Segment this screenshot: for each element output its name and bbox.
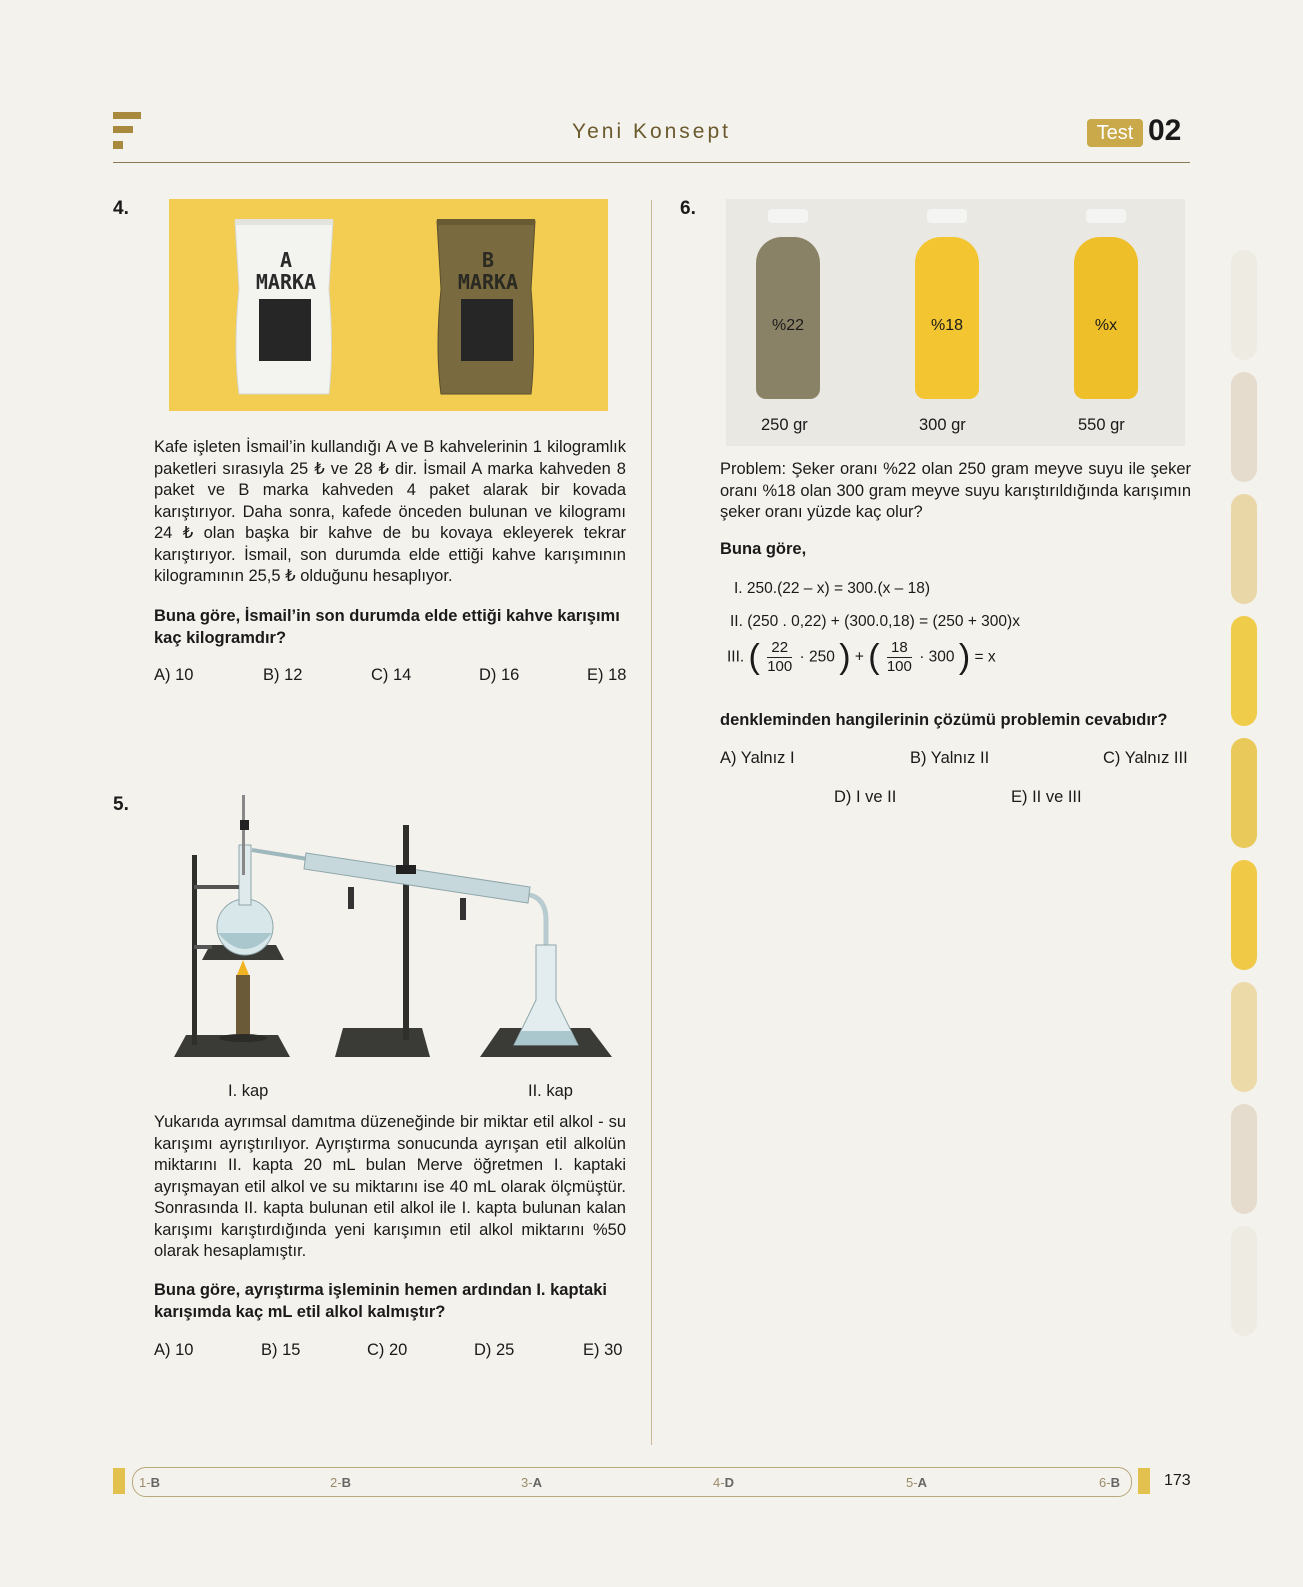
section-tab-5[interactable] — [1231, 738, 1257, 848]
question-6-option-e[interactable]: E) II ve III — [1011, 788, 1082, 806]
bottle-1 — [756, 209, 820, 399]
question-6-prompt: denkleminden hangilerinin çözümü problemin cevabıdır? — [720, 711, 1168, 729]
question-4-option-c[interactable]: C) 14 — [371, 666, 412, 684]
question-6-problem: Problem: Şeker oranı %22 olan 250 gram meyve suyu ile şeker oranı %18 olan 300 gram meyve suyu karıştırıldığında karışımın şeker oranı yüzde kaç olur? — [720, 460, 1191, 521]
bottle-2 — [915, 209, 979, 399]
question-5-prompt: Buna göre, ayrıştırma işleminin hemen ardından I. kaptaki karışımda kaç mL etil alkol kalmıştır? — [154, 1281, 607, 1321]
question-6-option-d[interactable]: D) I ve II — [834, 788, 897, 806]
test-number: 02 — [1148, 114, 1182, 147]
coffee-bags-image — [169, 199, 608, 411]
answer-key-6: 6-B — [1099, 1475, 1120, 1490]
eq3-numerator-1: 22 — [767, 639, 792, 658]
question-6-option-a[interactable]: A) Yalnız I — [720, 749, 795, 767]
eq3-numerator-2: 18 — [887, 639, 912, 658]
section-tab-9[interactable] — [1231, 1226, 1257, 1336]
bag-b-brand: MARKA — [457, 270, 519, 294]
bag-b-label — [441, 249, 535, 293]
eq3-denominator-1: 100 — [767, 658, 793, 675]
question-4-text: Kafe işleten İsmail’in kullandığı A ve B kahvelerinin 1 kilogramlık paketleri sırasıyla 25 ₺ ve 28 ₺ dir. İsmail A marka kahveden 8 paket ve B marka kahveden 4 paket alarak bir kovada karıştırıyor. Daha sonra, kafede önceden bulunan ve kilogramı 24 ₺ olan başka bir kahve de bu kovaya ekleyerek tekrar karıştırıyor. İsmail, son durumda elde ettiği kahve karışımının kilogramının 25,5 ₺ olduğunu hesaplıyor. — [154, 438, 626, 585]
question-4-option-e[interactable]: E) 18 — [587, 666, 627, 684]
bottle-3-weight: 550 gr — [1078, 416, 1125, 434]
bottle-3-label: %x — [1094, 317, 1118, 334]
equation-3: III. ( $\frac{22}{100}$ · 250 ) + ( $\frac{18}{100}$ · 300 ) = x — [727, 638, 996, 676]
answer-key-3: 3-A — [521, 1475, 542, 1490]
eq3-tail: = x — [974, 648, 996, 666]
section-tab-4[interactable] — [1231, 616, 1257, 726]
answer-key-4: 4-D — [713, 1475, 734, 1490]
section-tab-1[interactable] — [1231, 250, 1257, 360]
juice-bottles-image — [726, 199, 1185, 446]
bag-a-label — [239, 249, 333, 293]
question-5-option-b[interactable]: B) 15 — [261, 1341, 301, 1359]
bag-a-letter: A — [279, 248, 293, 272]
bottle-2-weight: 300 gr — [919, 416, 966, 434]
question-5-option-d[interactable]: D) 25 — [474, 1341, 515, 1359]
bottle-3 — [1074, 209, 1138, 399]
column-divider — [651, 200, 652, 1445]
question-5-number: 5. — [113, 794, 129, 815]
question-4-prompt: Buna göre, İsmail’in son durumda elde ettiği kahve karışımı kaç kilogramdır? — [154, 607, 620, 647]
section-tab-8[interactable] — [1231, 1104, 1257, 1214]
header-divider — [113, 162, 1190, 163]
question-4-option-a[interactable]: A) 10 — [154, 666, 194, 684]
distillation-apparatus — [160, 795, 620, 1080]
section-tab-6[interactable] — [1231, 860, 1257, 970]
eq3-multiplier-2: · 300 — [919, 648, 955, 666]
question-5-text: Yukarıda ayrımsal damıtma düzeneğinde bir miktar etil alkol - su karışımı ayrıştırılıyor. Ayrıştırma sonucunda ayrışan etil alkolün miktarını II. kapta 20 mL bulan Merve öğretmen I. kaptaki ayrışmayan etil alkol ve su miktarını ise 40 mL olarak ölçmüştür. Sonrasında II. kapta bulunan etil alkol ile I. kapta bulunan kalan karışımı karıştırdığında yeni karışımın etil alkol miktarını %50 olarak hesaplamıştır. — [154, 1113, 626, 1260]
equation-2: II. (250 . 0,22) + (300.0,18) = (250 + 300)x — [730, 613, 1020, 630]
answer-key-1: 1-B — [139, 1475, 160, 1490]
bag-a-brand: MARKA — [255, 270, 317, 294]
question-5-option-c[interactable]: C) 20 — [367, 1341, 408, 1359]
answer-key-5: 5-A — [906, 1475, 927, 1490]
bottle-1-weight: 250 gr — [761, 416, 808, 434]
question-5-option-a[interactable]: A) 10 — [154, 1341, 194, 1359]
answer-key-bar — [132, 1467, 1132, 1497]
section-tab-2[interactable] — [1231, 372, 1257, 482]
equation-3-roman: III. — [727, 648, 745, 666]
footer-left-marker — [113, 1468, 125, 1494]
kap-1-label: I. kap — [228, 1082, 269, 1100]
question-5-option-e[interactable]: E) 30 — [583, 1341, 623, 1359]
eq3-multiplier-1: · 250 — [799, 648, 835, 666]
section-tab-3[interactable] — [1231, 494, 1257, 604]
kap-2-label: II. kap — [528, 1082, 573, 1100]
bag-b-letter: B — [481, 248, 495, 272]
bottle-1-label: %22 — [771, 317, 805, 334]
question-6-number: 6. — [680, 198, 696, 219]
question-4-number: 4. — [113, 198, 129, 219]
question-6-option-b[interactable]: B) Yalnız II — [910, 749, 990, 767]
page-number: 173 — [1164, 1472, 1191, 1489]
header-title: Yeni Konsept — [572, 120, 731, 143]
eq3-plus: + — [854, 648, 864, 666]
footer-right-marker — [1138, 1468, 1150, 1494]
bottle-2-label: %18 — [930, 317, 964, 334]
section-tab-7[interactable] — [1231, 982, 1257, 1092]
answer-key-2: 2-B — [330, 1475, 351, 1490]
equation-1: I. 250.(22 – x) = 300.(x – 18) — [734, 580, 931, 597]
question-6-lead: Buna göre, — [720, 540, 807, 558]
question-4-option-b[interactable]: B) 12 — [263, 666, 303, 684]
eq3-denominator-2: 100 — [886, 658, 912, 675]
test-badge: Test — [1087, 119, 1143, 147]
question-4-option-d[interactable]: D) 16 — [479, 666, 520, 684]
question-6-option-c[interactable]: C) Yalnız III — [1103, 749, 1188, 767]
